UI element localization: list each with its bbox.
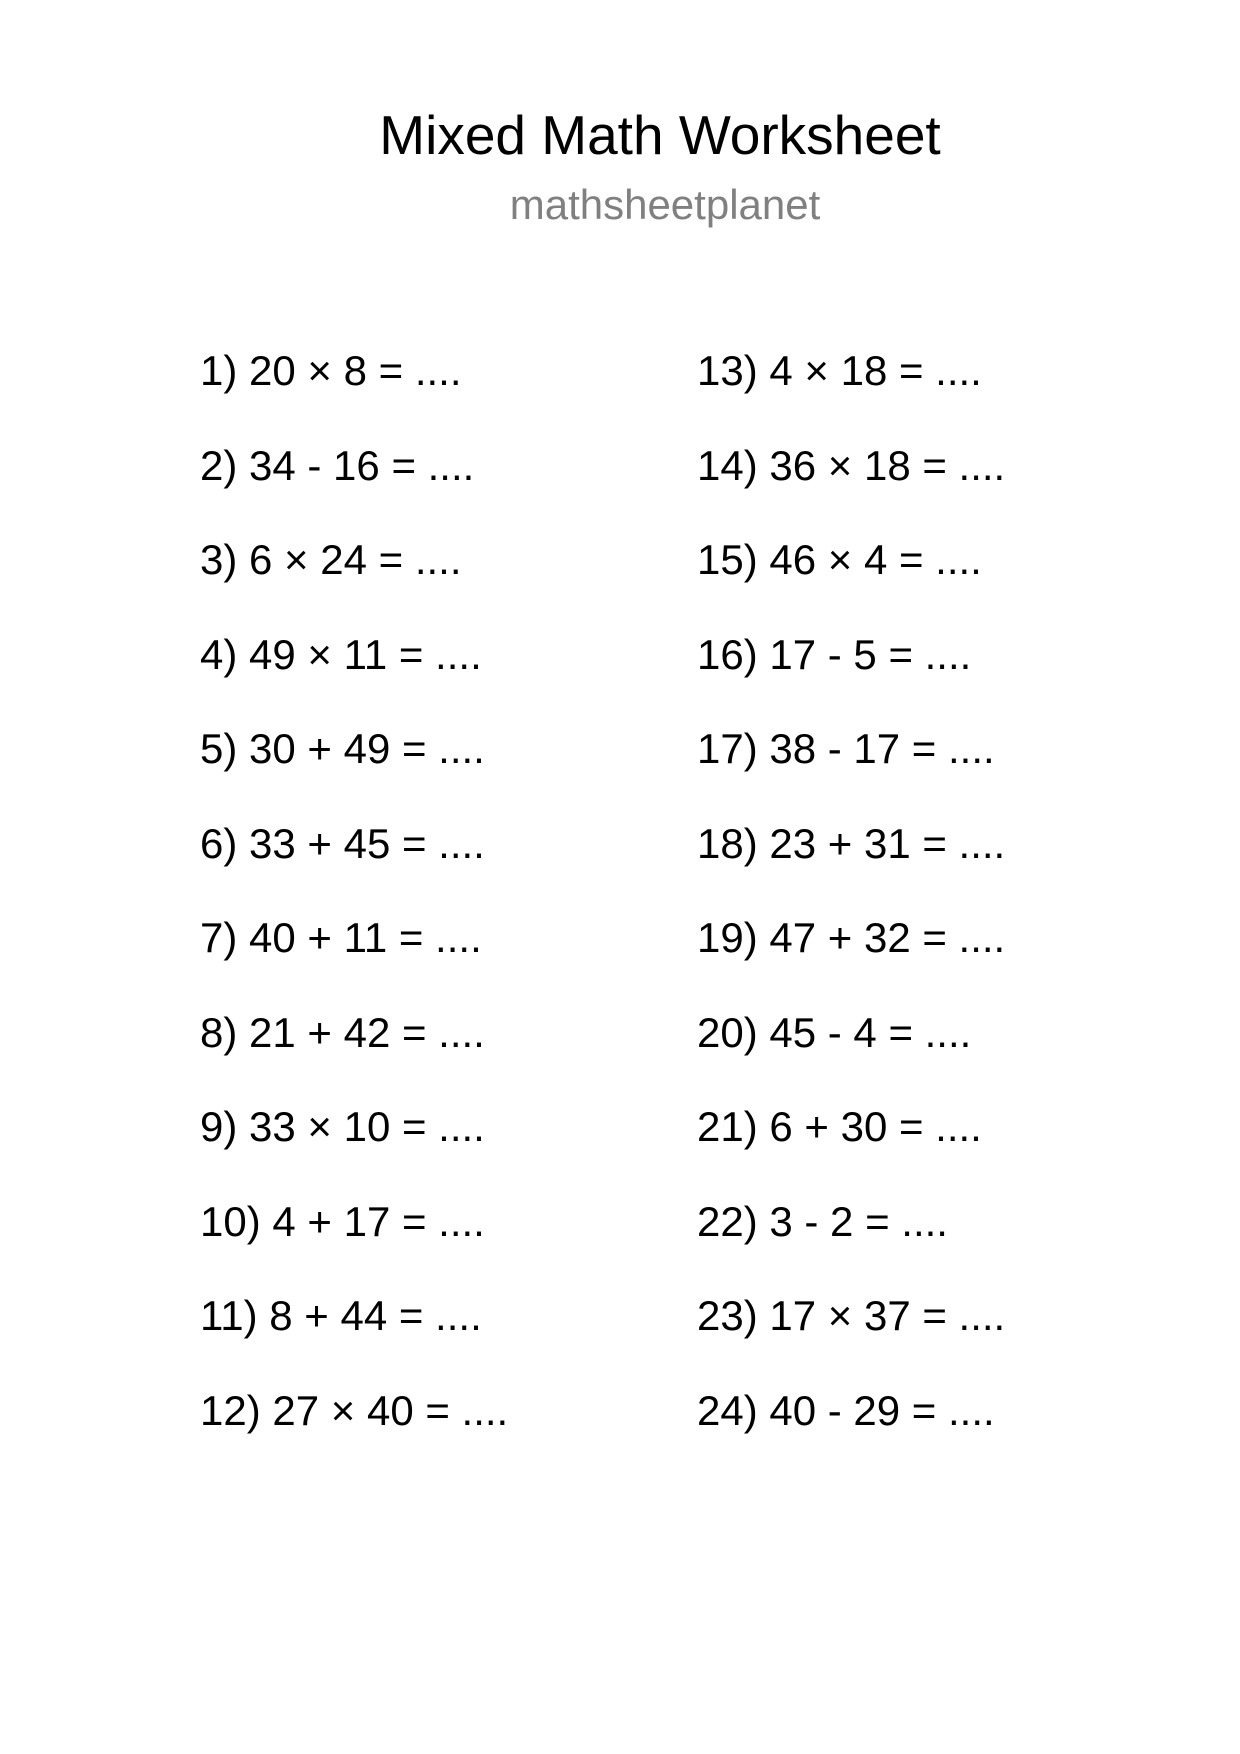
problem-14: 14) 36 × 18 = .... bbox=[697, 441, 1006, 489]
problem-24: 24) 40 - 29 = .... bbox=[697, 1386, 995, 1434]
problem-16: 16) 17 - 5 = .... bbox=[697, 630, 972, 678]
problem-7: 7) 40 + 11 = .... bbox=[200, 914, 482, 961]
problem-10: 10) 4 + 17 = .... bbox=[200, 1197, 485, 1245]
problem-9: 9) 33 × 10 = .... bbox=[200, 1103, 485, 1150]
problem-8: 8) 21 + 42 = .... bbox=[200, 1008, 485, 1056]
worksheet-title: Mixed Math Worksheet bbox=[379, 104, 941, 166]
problem-1: 1) 20 × 8 = .... bbox=[200, 347, 462, 394]
problem-13: 13) 4 × 18 = .... bbox=[697, 347, 982, 394]
problem-18: 18) 23 + 31 = .... bbox=[697, 819, 1006, 867]
problem-17: 17) 38 - 17 = .... bbox=[697, 725, 995, 772]
worksheet-source: mathsheetplanet bbox=[509, 181, 821, 228]
problem-12: 12) 27 × 40 = .... bbox=[200, 1386, 509, 1434]
problem-3: 3) 6 × 24 = .... bbox=[200, 536, 462, 583]
problem-20: 20) 45 - 4 = .... bbox=[697, 1008, 972, 1056]
problem-11: 11) 8 + 44 = .... bbox=[200, 1292, 482, 1339]
problem-4: 4) 49 × 11 = .... bbox=[200, 630, 482, 678]
problem-5: 5) 30 + 49 = .... bbox=[200, 725, 485, 772]
problem-23: 23) 17 × 37 = .... bbox=[697, 1292, 1006, 1339]
problem-6: 6) 33 + 45 = .... bbox=[200, 819, 485, 867]
problem-2: 2) 34 - 16 = .... bbox=[200, 441, 475, 489]
problem-21: 21) 6 + 30 = .... bbox=[697, 1103, 982, 1150]
problem-19: 19) 47 + 32 = .... bbox=[697, 914, 1006, 961]
problem-column-right bbox=[697, 347, 1005, 1481]
problem-column-left bbox=[200, 347, 508, 1481]
problem-15: 15) 46 × 4 = .... bbox=[697, 536, 982, 583]
problem-22: 22) 3 - 2 = .... bbox=[697, 1197, 948, 1245]
